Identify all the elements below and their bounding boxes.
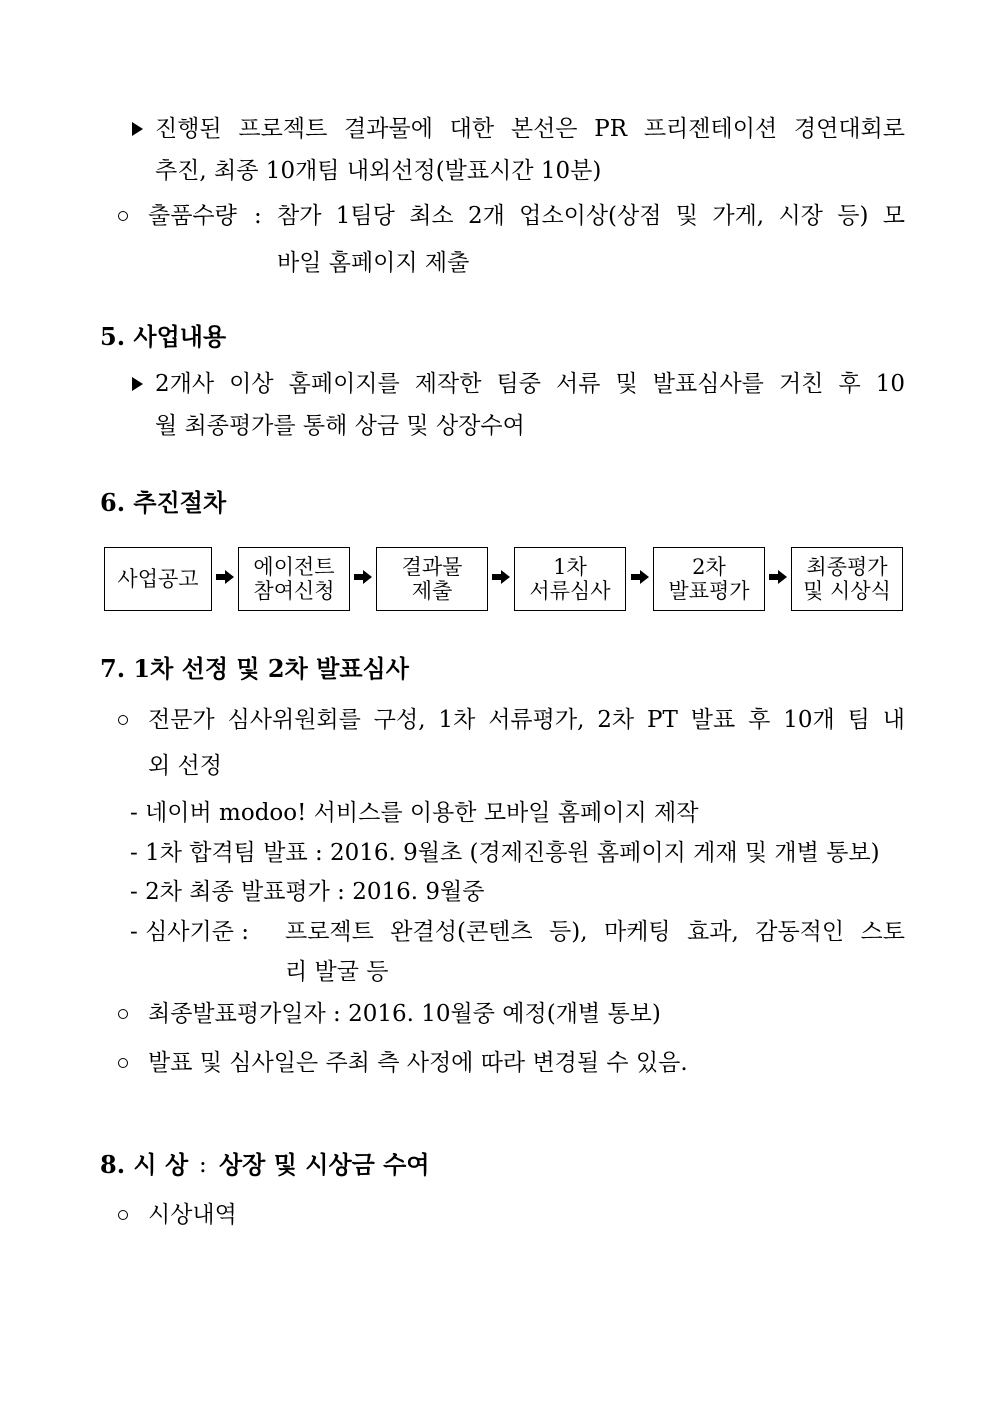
bullet-line: 추진, 최종 10개팀 내외선정(발표시간 10분) (155, 158, 602, 184)
section-heading: 7. 1차 선정 및 2차 발표심사 (100, 654, 409, 683)
dash-item-text: 프로젝트 완결성(콘텐츠 등), 마케팅 효과, 감동적인 스토 (285, 919, 905, 945)
bullet-line: 2개사 이상 홈페이지를 제작한 팀중 서류 및 발표심사를 거친 후 10 (155, 371, 905, 397)
right-arrow-icon (492, 570, 510, 584)
dash-item-text: 리 발굴 등 (285, 959, 389, 985)
flow-step-box (791, 547, 903, 611)
flow-step-text: 서류심사 (529, 579, 611, 603)
flow-step-text: 2차 (692, 555, 726, 579)
circle-bullet-icon (118, 1058, 128, 1068)
item-text: 참가 1팀당 최소 2개 업소이상(상점 및 가게, 시장 등) 모 (277, 203, 905, 229)
section-heading: 8. 시 상 (100, 1150, 189, 1179)
right-arrow-icon (769, 570, 787, 584)
dash-item: - 1차 합격팀 발표 : 2016. 9월초 (경제진흥원 홈페이지 게재 및 개별 통보) (130, 840, 880, 866)
flow-step-text: 참여신청 (253, 579, 335, 603)
bullet-line: 월 최종평가를 통해 상금 및 상장수여 (155, 413, 525, 439)
right-arrow-icon (216, 570, 234, 584)
flow-step-text: 에이전트 (253, 555, 335, 579)
item-text: 발표 및 심사일은 주최 측 사정에 따라 변경될 수 있음. (148, 1050, 688, 1076)
flow-step-box (514, 547, 626, 611)
dash-item: - 네이버 modoo! 서비스를 이용한 모바일 홈페이지 제작 (130, 800, 699, 826)
right-arrow-icon (631, 570, 649, 584)
circle-bullet-icon (118, 211, 128, 221)
dash-item-label: - 심사기준 : (130, 919, 250, 945)
dash-item: - 2차 최종 발표평가 : 2016. 9월중 (130, 879, 485, 905)
triangle-bullet-icon (132, 377, 143, 391)
flow-step-text: 사업공고 (117, 567, 199, 591)
section-heading: 5. 사업내용 (100, 322, 227, 351)
flow-step-box (376, 547, 488, 611)
circle-bullet-icon (118, 715, 128, 725)
item-text: 바일 홈페이지 제출 (277, 250, 470, 276)
right-arrow-icon (354, 570, 372, 584)
item-text: 외 선정 (148, 753, 222, 779)
triangle-bullet-icon (132, 122, 143, 136)
flow-step-text: 결과물 (401, 555, 463, 579)
section-heading: 6. 추진절차 (100, 488, 227, 517)
flow-step-box (238, 547, 350, 611)
item-text: 시상내역 (148, 1202, 237, 1228)
flow-step-text: 1차 (553, 555, 587, 579)
flow-step-text: 발표평가 (668, 579, 750, 603)
flow-step-text: 및 시상식 (803, 579, 891, 603)
flow-step-text: 제출 (411, 579, 453, 603)
item-text: 전문가 심사위원회를 구성, 1차 서류평가, 2차 PT 발표 후 10개 팀 내 (148, 707, 905, 733)
item-text: 최종발표평가일자 : 2016. 10월중 예정(개별 통보) (148, 1001, 661, 1027)
circle-bullet-icon (118, 1210, 128, 1220)
flow-step-box (653, 547, 765, 611)
section-heading: 상장 및 시상금 수여 (219, 1150, 430, 1179)
item-label: 출품수량 (148, 203, 237, 229)
item-separator: : (254, 203, 262, 229)
bullet-line: 진행된 프로젝트 결과물에 대한 본선은 PR 프리젠테이션 경연대회로 (155, 116, 905, 142)
circle-bullet-icon (118, 1009, 128, 1019)
flow-step-box (104, 547, 212, 611)
section-heading-separator: : (199, 1152, 207, 1178)
flow-step-text: 최종평가 (806, 555, 888, 579)
